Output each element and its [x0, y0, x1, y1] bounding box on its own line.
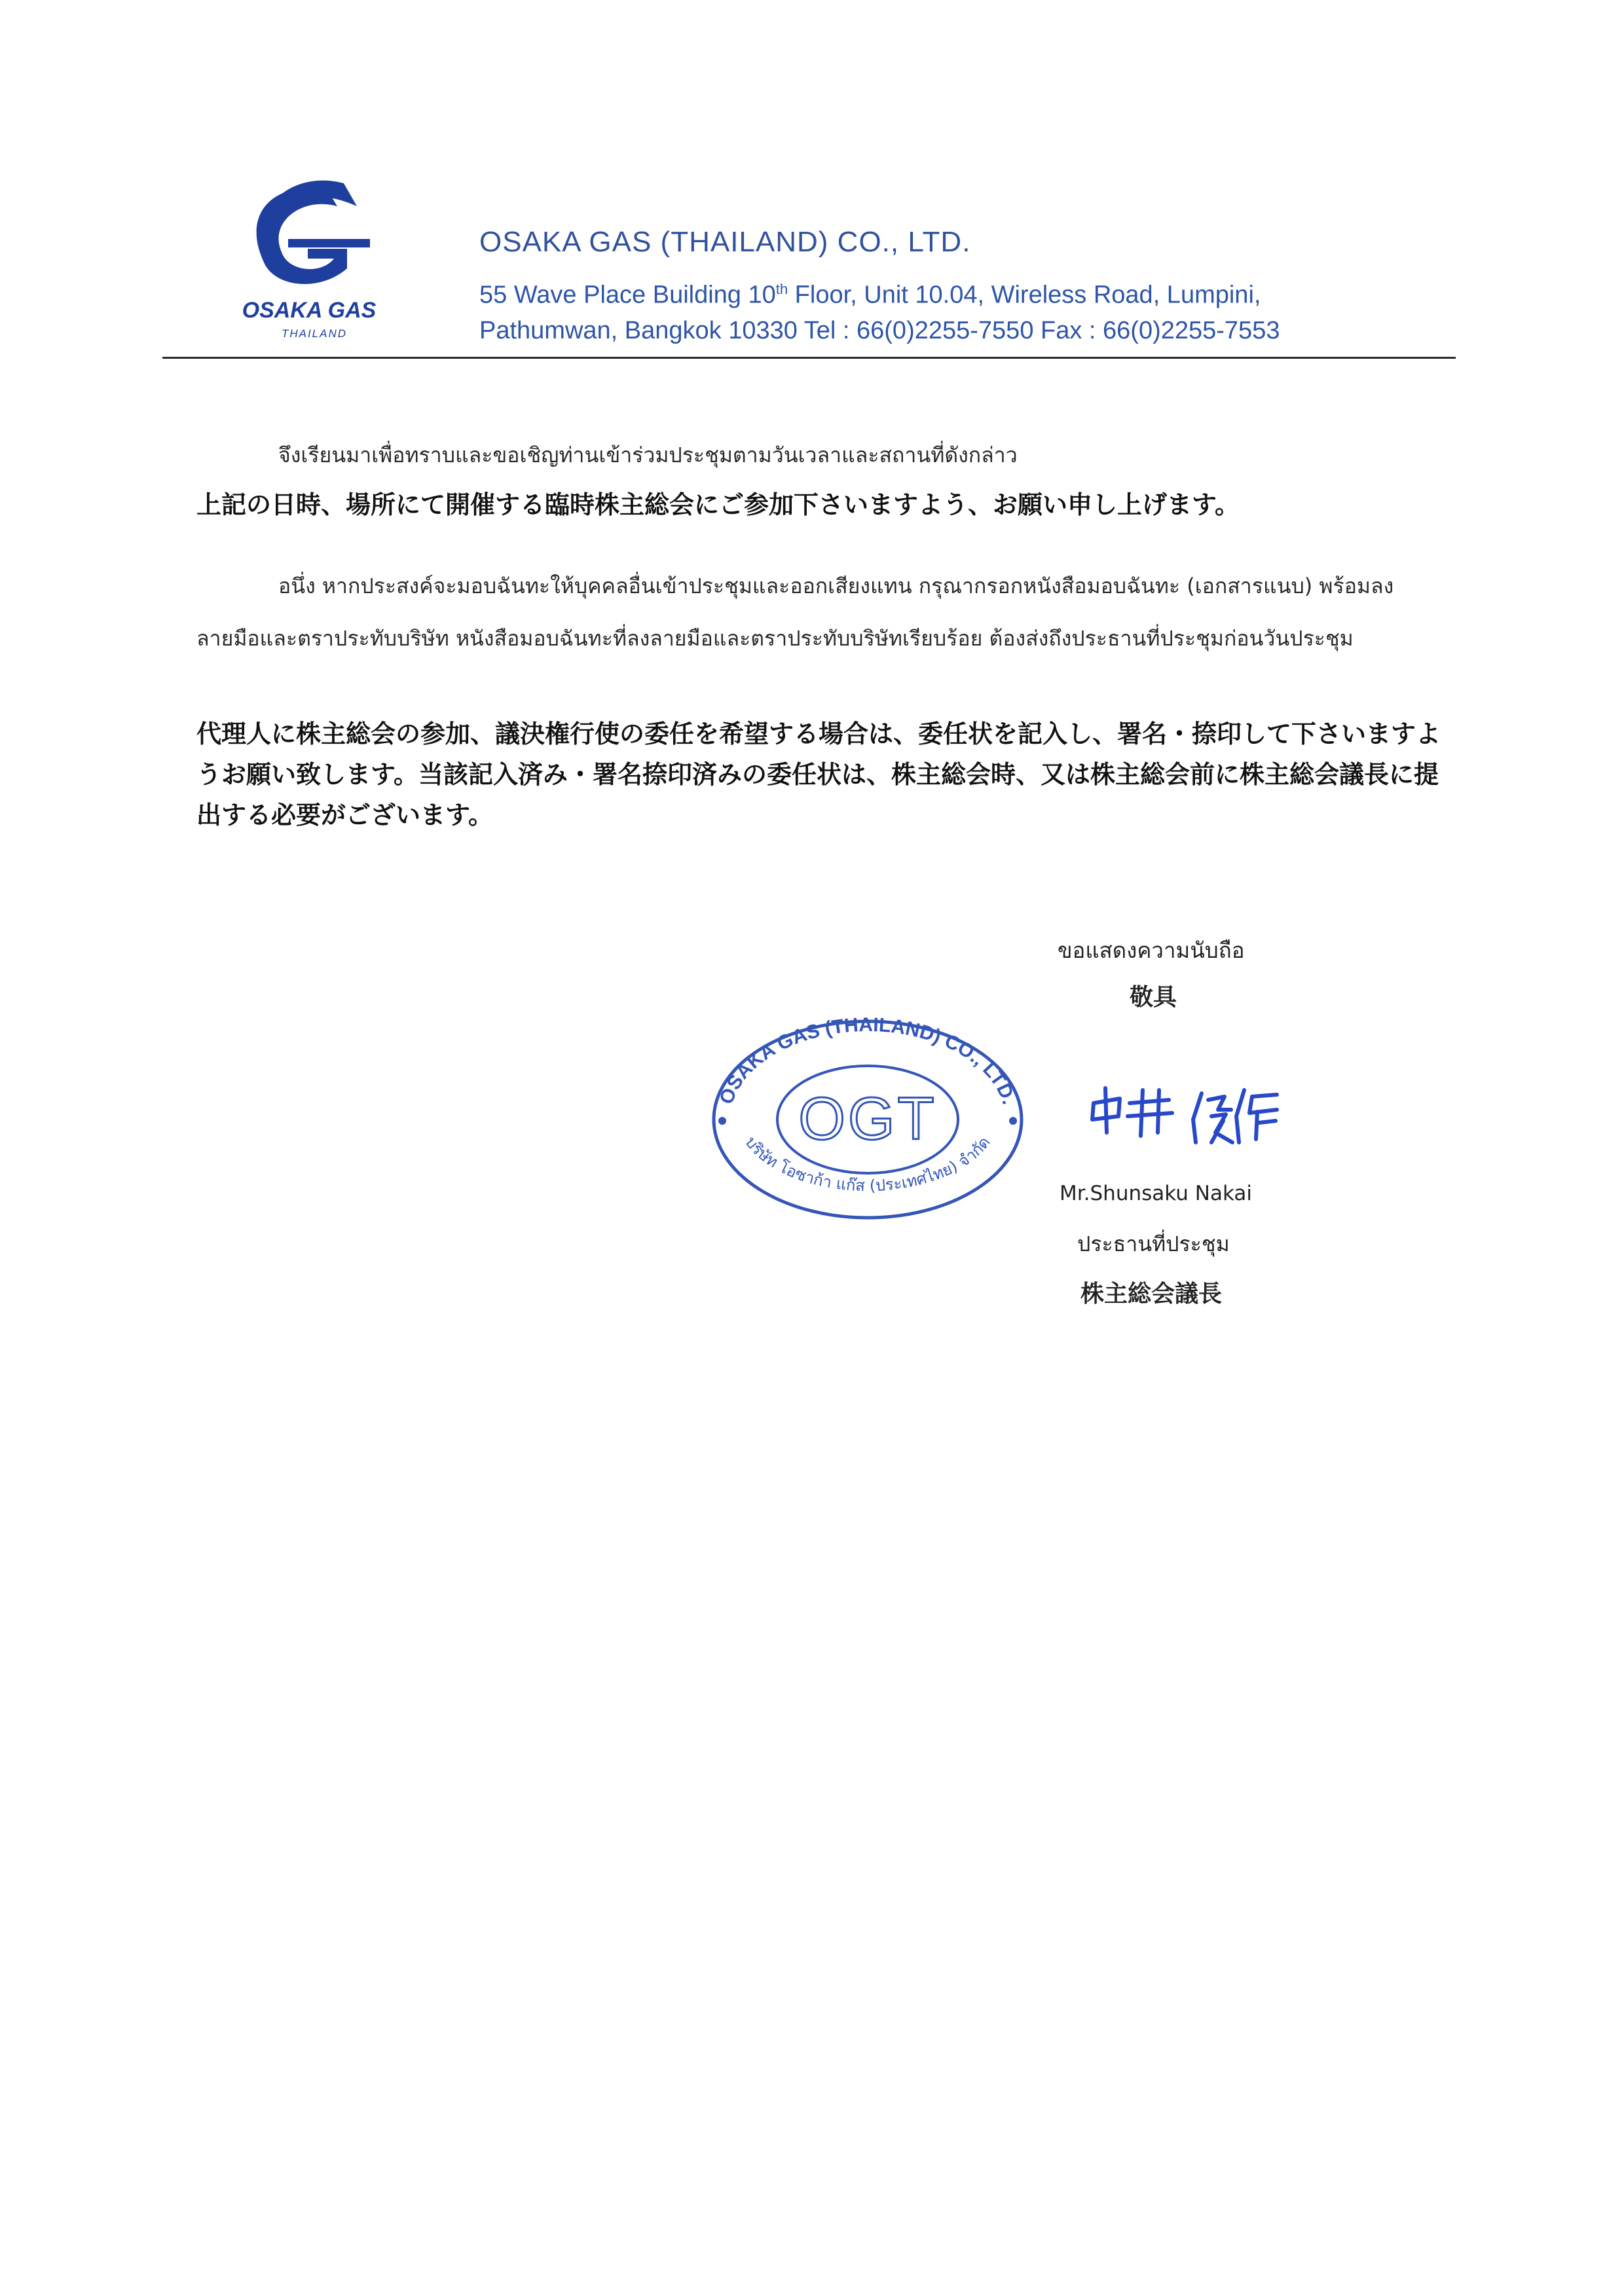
logo-wordmark: OSAKA GAS [242, 298, 377, 323]
company-seal-stamp-icon [704, 1008, 1031, 1224]
company-name: OSAKA GAS (THAILAND) CO., LTD. [479, 226, 971, 258]
letterhead [479, 226, 1280, 348]
osaka-gas-logo-icon [210, 177, 419, 347]
company-logo [210, 177, 419, 347]
signatory-title-japanese: 株主総会議長 [1080, 1281, 1223, 1307]
paragraph-2-japanese: 代理人に株主総会の参加、議決権行使の委任を希望する場合は、委任状を記入し、署名・捺印して下さいますようお願い致します。当該記入済み・署名捺印済みの委任状は、株主総会時、又は株主総会前に株主総会議長に提出する必要がございます。 [196, 720, 1441, 829]
address-line-2: Pathumwan, Bangkok 10330 Tel : 66(0)2255-7550 Fax : 66(0)2255-7553 [479, 316, 1280, 344]
paragraph-1-japanese: 上記の日時、場所にて開催する臨時株主総会にご参加下さいますよう、お願い申し上げます。 [196, 490, 1240, 519]
paragraph-2-thai: อนึ่ง หากประสงค์จะมอบฉันทะให้บุคคลอื่นเข้าประชุมและออกเสียงแทน กรุณากรอกหนังสือมอบฉันทะ (เอกสารแนบ) พร้อมลงลายมือและตราประทับบริษัท หนังสือมอบฉันทะที่ลงลายมือและตราประทับบริษัทเรียบร้อย ต้องส่งถึงประธานที่ประชุมก่อนวันประชุม [196, 574, 1394, 651]
closing-thai: ขอแสดงความนับถือ [1058, 938, 1245, 963]
header-divider [162, 357, 1456, 359]
seal-top-text: OSAKA GAS (THAILAND) CO., LTD. [715, 1013, 1020, 1108]
logo-subtext: THAILAND [281, 327, 348, 340]
signatory-name: Mr.Shunsaku Nakai [1060, 1182, 1252, 1205]
signatory-title-thai: ประธานที่ประชุม [1077, 1231, 1230, 1256]
company-seal [704, 1008, 1031, 1224]
address-line-1: 55 Wave Place Building 10th Floor, Unit 10.04, Wireless Road, Lumpini, [479, 281, 1261, 309]
closing-japanese: 敬具 [1130, 984, 1177, 1011]
signature-icon [1080, 1080, 1297, 1152]
paragraph-1-thai: จึงเรียนมาเพื่อทราบและขอเชิญท่านเข้าร่วมประชุมตามวันเวลาและสถานที่ดังกล่าว [278, 443, 1018, 467]
seal-bottom-text: บริษัท โอซาก้า แก๊ส (ประเทศไทย) จำกัด [741, 1133, 994, 1195]
handwritten-signature [1080, 1080, 1297, 1152]
seal-center-text: OGT [798, 1085, 937, 1152]
